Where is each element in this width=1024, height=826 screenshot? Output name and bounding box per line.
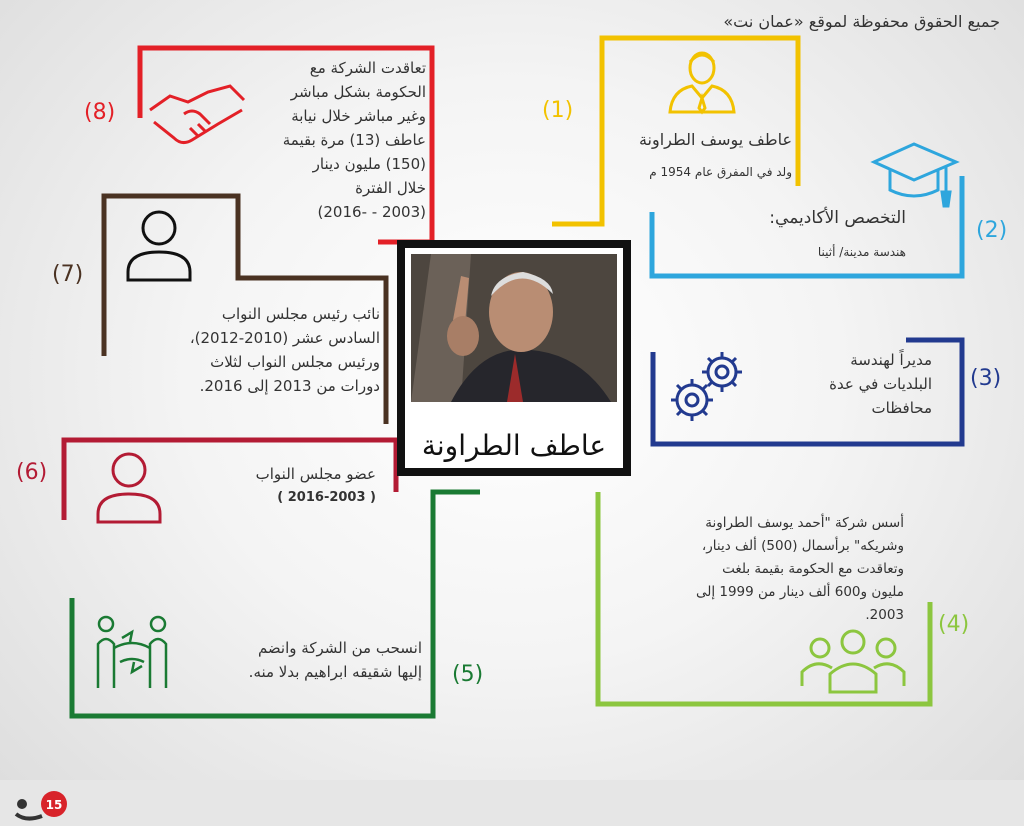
person-icon-7 xyxy=(124,208,194,282)
item-text-2 xyxy=(660,206,906,264)
item-4-line-1: أسس شركة "أحمد يوسف الطراونة xyxy=(705,515,904,531)
graduation-cap-icon xyxy=(870,134,960,214)
item-8-line-3: وغير مباشر خلال نيابة xyxy=(291,107,426,125)
footer-bar xyxy=(0,780,1024,826)
item-8-line-5: (150) مليون دينار xyxy=(312,155,426,173)
item-text-7 xyxy=(140,302,380,398)
item-text-1 xyxy=(606,128,792,184)
item-4-line-3: وتعاقدت مع الحكومة بقيمة بلغت xyxy=(722,561,904,577)
item-text-8 xyxy=(236,56,426,224)
item-1-title: عاطف يوسف الطراونة xyxy=(638,130,792,149)
item-4-line-4: مليون و600 ألف دينار من 1999 إلى xyxy=(695,584,904,600)
portrait-name: عاطف الطراونة xyxy=(421,429,607,462)
portrait-photo xyxy=(411,254,617,402)
item-8-line-4: عاطف (13) مرة بقيمة xyxy=(282,131,426,149)
portrait-figure xyxy=(411,254,617,402)
item-6-line-1: عضو مجلس النواب xyxy=(255,465,376,483)
handshake-icon xyxy=(148,80,248,150)
item-3-line-1: مديراً لهندسة xyxy=(850,351,932,369)
item-7-line-4: دورات من 2013 إلى 2016. xyxy=(199,377,380,395)
item-number-8: (8) xyxy=(84,100,116,125)
item-7-line-3: ورئيس مجلس النواب لثلاث xyxy=(210,353,380,371)
item-2-title: التخصص الأكاديمي: xyxy=(769,208,906,228)
item-number-6: (6) xyxy=(16,460,48,485)
item-5-line-1: انسحب من الشركة وانضم xyxy=(257,639,422,657)
item-number-5: (5) xyxy=(452,662,484,687)
person-icon-6 xyxy=(94,450,164,524)
item-number-3: (3) xyxy=(970,366,1002,391)
item-7-line-2: السادس عشر (2010-2012)، xyxy=(189,329,380,347)
item-2-sub: هندسة مدينة/ أثينا xyxy=(817,245,906,259)
item-4-line-2: وشريكه" برأسمال (500) ألف دينار، xyxy=(701,538,904,554)
person-tie-icon xyxy=(662,46,742,116)
item-number-4: (4) xyxy=(938,612,970,637)
item-4-line-5: 2003. xyxy=(865,607,904,623)
gears-icon xyxy=(664,348,754,428)
item-6-line-2: ( 2016-2003 ) xyxy=(277,490,376,505)
item-number-7: (7) xyxy=(52,262,84,287)
logo-number: 15 xyxy=(45,798,63,812)
item-3-line-2: البلديات في عدة xyxy=(829,375,932,393)
copyright-text: جميع الحقوق محفوظة لموقع «عمان نت» xyxy=(723,12,1000,31)
item-text-4 xyxy=(604,512,904,627)
item-3-line-3: محافظات xyxy=(871,399,932,417)
item-8-line-1: تعاقدت الشركة مع xyxy=(309,59,426,77)
item-number-2: (2) xyxy=(976,218,1008,243)
site-logo xyxy=(8,784,78,824)
item-8-line-7: (2003 - -2016) xyxy=(317,203,426,221)
item-number-1: (1) xyxy=(542,98,574,123)
item-7-line-1: نائب رئيس مجلس النواب xyxy=(221,305,380,323)
people-exchange-icon xyxy=(92,612,172,692)
portrait-card xyxy=(397,240,631,476)
item-text-5 xyxy=(170,636,422,684)
item-8-line-2: الحكومة بشكل مباشر xyxy=(290,83,426,101)
item-text-6 xyxy=(180,462,376,510)
item-1-sub: ولد في المفرق عام 1954 م xyxy=(649,165,792,179)
item-5-line-2: إليها شقيقه ابراهيم بدلا منه. xyxy=(248,663,422,681)
group-people-icon xyxy=(798,626,908,696)
item-8-line-6: خلال الفترة xyxy=(355,179,426,197)
item-text-3 xyxy=(760,348,932,420)
